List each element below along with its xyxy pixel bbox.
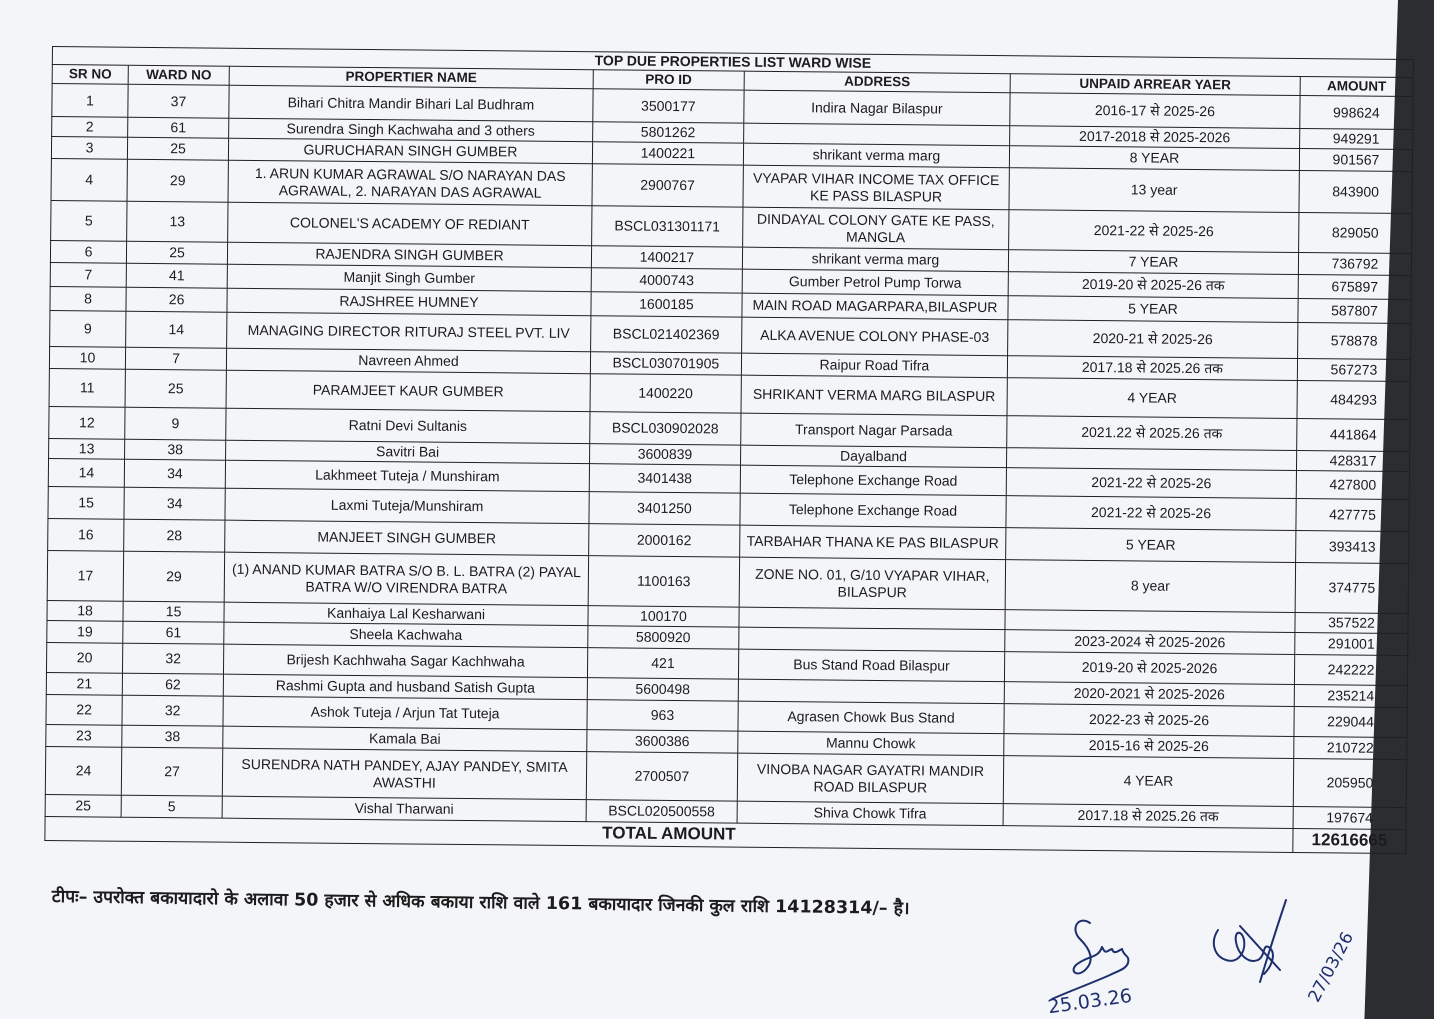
amount-cell: 210722 bbox=[1294, 736, 1407, 759]
address-cell: Gumber Petrol Pump Torwa bbox=[742, 269, 1008, 296]
name-cell: Kamala Bai bbox=[223, 726, 587, 751]
ward-no-cell: 41 bbox=[126, 263, 227, 288]
amount-cell: 197674 bbox=[1293, 806, 1406, 829]
unpaid-arrear-cell bbox=[1006, 448, 1296, 471]
amount-cell: 843900 bbox=[1299, 170, 1412, 213]
amount-cell: 901567 bbox=[1299, 148, 1412, 171]
sr-no-cell: 1 bbox=[52, 84, 128, 118]
sr-no-cell: 21 bbox=[46, 672, 122, 695]
due-properties-table bbox=[44, 46, 1414, 854]
address-cell: MAIN ROAD MAGARPARA,BILASPUR bbox=[742, 293, 1008, 320]
unpaid-arrear-cell: 2017.18 से 2025.26 तक bbox=[1007, 356, 1297, 381]
name-cell: Savitri Bai bbox=[226, 440, 590, 463]
unpaid-arrear-cell: 8 year bbox=[1005, 560, 1295, 613]
unpaid-arrear-cell: 2016-17 से 2025-26 bbox=[1010, 93, 1300, 129]
col-header-unpaid-arrear: UNPAID ARREAR YAER bbox=[1010, 74, 1300, 96]
sr-no-cell: 17 bbox=[47, 550, 124, 601]
unpaid-arrear-cell: 2015-16 से 2025-26 bbox=[1004, 734, 1294, 759]
pro-id-cell: 3500177 bbox=[593, 89, 744, 123]
sr-no-cell: 18 bbox=[47, 600, 123, 621]
name-cell: Kanhaiya Lal Kesharwani bbox=[224, 602, 588, 625]
unpaid-arrear-cell: 2021-22 से 2025-26 bbox=[1009, 210, 1299, 253]
signature-2 bbox=[1200, 890, 1358, 1010]
address-cell: Indira Nagar Bilaspur bbox=[744, 90, 1010, 126]
name-cell: Manjit Singh Gumber bbox=[227, 264, 591, 291]
pro-id-cell: 3401250 bbox=[589, 492, 740, 525]
sr-no-cell: 20 bbox=[46, 642, 122, 673]
address-cell: SHRIKANT VERMA MARG BILASPUR bbox=[741, 375, 1007, 416]
ward-no-cell: 13 bbox=[127, 201, 228, 242]
amount-cell: 736792 bbox=[1298, 252, 1411, 275]
pro-id-cell: 963 bbox=[587, 700, 738, 731]
sr-no-cell: 16 bbox=[48, 518, 124, 551]
name-cell: Sheela Kachwaha bbox=[224, 622, 588, 647]
name-cell: MANAGING DIRECTOR RITURAJ STEEL PVT. LIV bbox=[227, 312, 591, 351]
pro-id-cell: 2900767 bbox=[592, 164, 743, 207]
ward-no-cell: 62 bbox=[122, 673, 223, 696]
amount-cell: 205950 bbox=[1293, 758, 1406, 807]
address-cell: Raipur Road Tifra bbox=[741, 353, 1007, 378]
pro-id-cell: 1600185 bbox=[591, 292, 742, 317]
address-cell bbox=[743, 123, 1009, 146]
ward-no-cell: 34 bbox=[124, 487, 225, 520]
table-title: TOP DUE PROPERTIES LIST WARD WISE bbox=[52, 46, 1414, 77]
pro-id-cell: 100170 bbox=[588, 606, 739, 627]
pro-id-cell: 5801262 bbox=[593, 122, 744, 143]
hindi-note: टीपः– उपरोक्त बकायादारो के अलावा 50 हजार से अधिक बकाया राशि वाले 161 बकायादार जिनकी कुल राशि 14128314/– है। bbox=[51, 886, 910, 919]
unpaid-arrear-cell: 2020-2021 से 2025-2026 bbox=[1004, 682, 1294, 707]
sr-no-cell: 12 bbox=[49, 406, 125, 439]
unpaid-arrear-cell: 2022-23 से 2025-26 bbox=[1004, 704, 1294, 737]
amount-cell: 393413 bbox=[1296, 530, 1409, 563]
unpaid-arrear-cell: 2019-20 से 2025-26 तक bbox=[1008, 272, 1298, 299]
address-cell: Shiva Chowk Tifra bbox=[737, 801, 1003, 826]
name-cell: Laxmi Tuteja/Munshiram bbox=[225, 488, 589, 523]
sr-no-cell: 11 bbox=[49, 368, 125, 407]
ward-no-cell: 32 bbox=[122, 695, 223, 726]
unpaid-arrear-cell: 8 YEAR bbox=[1009, 146, 1299, 171]
pro-id-cell: 2700507 bbox=[586, 752, 737, 801]
ward-no-cell: 38 bbox=[125, 439, 226, 460]
col-header-address: ADDRESS bbox=[744, 71, 1010, 93]
name-cell: Vishal Tharwani bbox=[222, 796, 586, 821]
amount-cell: 428317 bbox=[1296, 450, 1409, 471]
amount-cell: 578878 bbox=[1298, 322, 1411, 359]
address-cell: shrikant verma marg bbox=[742, 247, 1008, 272]
ward-no-cell: 61 bbox=[123, 621, 224, 644]
name-cell: MANJEET SINGH GUMBER bbox=[225, 520, 589, 555]
unpaid-arrear-cell: 4 YEAR bbox=[1007, 378, 1297, 419]
name-cell: PARAMJEET KAUR GUMBER bbox=[226, 370, 590, 411]
ward-no-cell: 15 bbox=[123, 601, 224, 622]
unpaid-arrear-cell bbox=[1005, 610, 1295, 633]
address-cell: Agrasen Chowk Bus Stand bbox=[738, 701, 1004, 734]
ward-no-cell: 5 bbox=[121, 795, 222, 818]
address-cell: Mannu Chowk bbox=[738, 731, 1004, 756]
sr-no-cell: 13 bbox=[49, 438, 125, 459]
table-body bbox=[45, 84, 1413, 830]
sr-no-cell: 3 bbox=[51, 137, 127, 160]
unpaid-arrear-cell: 2021-22 से 2025-26 bbox=[1006, 496, 1296, 531]
name-cell: Ratni Devi Sultanis bbox=[226, 408, 590, 443]
address-cell: DINDAYAL COLONY GATE KE PASS, MANGLA bbox=[742, 207, 1008, 250]
pro-id-cell: BSCL020500558 bbox=[586, 800, 737, 823]
unpaid-arrear-cell: 2021.22 से 2025.26 तक bbox=[1007, 416, 1297, 451]
amount-cell: 567273 bbox=[1297, 358, 1410, 381]
address-cell: ALKA AVENUE COLONY PHASE-03 bbox=[741, 317, 1007, 356]
pro-id-cell: BSCL031301171 bbox=[592, 206, 743, 247]
name-cell: Navreen Ahmed bbox=[226, 348, 590, 373]
sr-no-cell: 25 bbox=[45, 794, 121, 817]
ward-no-cell: 27 bbox=[121, 747, 222, 796]
ward-no-cell: 7 bbox=[125, 347, 226, 370]
name-cell: Lakhmeet Tuteja / Munshiram bbox=[225, 460, 589, 491]
unpaid-arrear-cell: 2023-2024 से 2025-2026 bbox=[1005, 630, 1295, 655]
pro-id-cell: BSCL030701905 bbox=[590, 352, 741, 375]
ward-no-cell: 37 bbox=[128, 84, 229, 118]
unpaid-arrear-cell: 2020-21 से 2025-26 bbox=[1008, 320, 1298, 359]
amount-cell: 427800 bbox=[1296, 470, 1409, 499]
sr-no-cell: 2 bbox=[52, 117, 128, 138]
pro-id-cell: 1400221 bbox=[592, 142, 743, 165]
amount-cell: 374775 bbox=[1295, 562, 1408, 613]
amount-cell: 587807 bbox=[1298, 298, 1411, 323]
pro-id-cell: 3600386 bbox=[587, 730, 738, 753]
amount-cell: 675897 bbox=[1298, 274, 1411, 299]
ward-no-cell: 28 bbox=[124, 519, 225, 552]
address-cell: Telephone Exchange Road bbox=[740, 493, 1006, 528]
unpaid-arrear-cell: 2017.18 से 2025.26 तक bbox=[1003, 804, 1293, 829]
ward-no-cell: 29 bbox=[123, 551, 224, 602]
amount-cell: 949291 bbox=[1300, 128, 1413, 149]
ward-no-cell: 25 bbox=[126, 241, 227, 264]
amount-cell: 484293 bbox=[1297, 380, 1410, 419]
name-cell: (1) ANAND KUMAR BATRA S/O B. L. BATRA (2) PAYAL BATRA W/O VIRENDRA BATRA bbox=[224, 552, 588, 605]
document-sheet bbox=[44, 46, 1414, 854]
pro-id-cell: 1100163 bbox=[588, 556, 739, 607]
pro-id-cell: 1400220 bbox=[590, 374, 741, 413]
col-header-name: PROPERTIER NAME bbox=[229, 66, 593, 88]
name-cell: 1. ARUN KUMAR AGRAWAL S/O NARAYAN DAS AGRAWAL, 2. NARAYAN DAS AGRAWAL bbox=[228, 160, 592, 205]
sr-no-cell: 14 bbox=[48, 458, 124, 487]
unpaid-arrear-cell: 7 YEAR bbox=[1008, 250, 1298, 275]
amount-cell: 229044 bbox=[1294, 706, 1407, 737]
amount-cell: 829050 bbox=[1299, 212, 1412, 253]
ward-no-cell: 32 bbox=[123, 643, 224, 674]
address-cell: VYAPAR VIHAR INCOME TAX OFFICE KE PASS BILASPUR bbox=[743, 165, 1010, 210]
ward-no-cell: 38 bbox=[122, 725, 223, 748]
sr-no-cell: 6 bbox=[50, 240, 126, 263]
sr-no-cell: 10 bbox=[49, 346, 125, 369]
unpaid-arrear-cell: 4 YEAR bbox=[1003, 756, 1293, 807]
name-cell: RAJSHREE HUMNEY bbox=[227, 288, 591, 315]
address-cell: VINOBA NAGAR GAYATRI MANDIR ROAD BILASPUR bbox=[737, 753, 1004, 804]
col-header-ward-no: WARD NO bbox=[128, 65, 229, 85]
signature-1-date: 25.03.26 bbox=[1046, 984, 1134, 1019]
ward-no-cell: 25 bbox=[127, 137, 228, 160]
name-cell: SURENDRA NATH PANDEY, AJAY PANDEY, SMITA AWASTHI bbox=[222, 748, 586, 799]
sr-no-cell: 5 bbox=[51, 200, 127, 241]
unpaid-arrear-cell: 2019-20 से 2025-2026 bbox=[1004, 652, 1294, 685]
name-cell: Surendra Singh Kachwaha and 3 others bbox=[229, 118, 593, 141]
address-cell: TARBAHAR THANA KE PAS BILASPUR bbox=[740, 525, 1006, 560]
address-cell: shrikant verma marg bbox=[743, 143, 1009, 168]
address-cell: ZONE NO. 01, G/10 VYAPAR VIHAR, BILASPUR bbox=[739, 557, 1006, 610]
pro-id-cell: BSCL021402369 bbox=[590, 316, 741, 353]
sr-no-cell: 4 bbox=[51, 158, 127, 201]
address-cell: Bus Stand Road Bilaspur bbox=[738, 649, 1004, 682]
pro-id-cell: 5600498 bbox=[587, 678, 738, 701]
name-cell: GURUCHARAN SINGH GUMBER bbox=[228, 138, 592, 163]
unpaid-arrear-cell: 5 YEAR bbox=[1008, 296, 1298, 323]
ward-no-cell: 61 bbox=[128, 117, 229, 138]
sr-no-cell: 24 bbox=[45, 746, 121, 795]
amount-cell: 998624 bbox=[1300, 95, 1413, 129]
sr-no-cell: 22 bbox=[46, 694, 122, 725]
pro-id-cell: 421 bbox=[587, 648, 738, 679]
col-header-amount: AMOUNT bbox=[1300, 76, 1413, 96]
ward-no-cell: 26 bbox=[126, 287, 227, 312]
unpaid-arrear-cell: 2021-22 से 2025-26 bbox=[1006, 468, 1296, 499]
amount-cell: 357522 bbox=[1295, 612, 1408, 633]
signature-1 bbox=[1040, 905, 1190, 1019]
unpaid-arrear-cell: 2017-2018 से 2025-2026 bbox=[1010, 126, 1300, 149]
ward-no-cell: 29 bbox=[127, 159, 228, 202]
name-cell: Bihari Chitra Mandir Bihari Lal Budhram bbox=[229, 85, 593, 121]
unpaid-arrear-cell: 13 year bbox=[1009, 168, 1299, 213]
unpaid-arrear-cell: 5 YEAR bbox=[1006, 528, 1296, 563]
address-cell bbox=[738, 679, 1004, 704]
sr-no-cell: 23 bbox=[46, 724, 122, 747]
address-cell bbox=[739, 627, 1005, 652]
signature-2-date: 27/03/26 bbox=[1304, 928, 1358, 1006]
name-cell: RAJENDRA SINGH GUMBER bbox=[227, 242, 591, 267]
pro-id-cell: 3600839 bbox=[589, 444, 740, 465]
name-cell: Ashok Tuteja / Arjun Tat Tuteja bbox=[223, 696, 587, 729]
name-cell: Rashmi Gupta and husband Satish Gupta bbox=[223, 674, 587, 699]
ward-no-cell: 34 bbox=[124, 459, 225, 488]
pro-id-cell: 2000162 bbox=[589, 524, 740, 557]
amount-cell: 242222 bbox=[1294, 654, 1407, 685]
ward-no-cell: 9 bbox=[125, 407, 226, 440]
sr-no-cell: 15 bbox=[48, 486, 124, 519]
sr-no-cell: 8 bbox=[50, 286, 126, 311]
name-cell: COLONEL'S ACADEMY OF REDIANT bbox=[228, 202, 592, 245]
ward-no-cell: 14 bbox=[126, 311, 227, 348]
address-cell: Transport Nagar Parsada bbox=[741, 413, 1007, 448]
pro-id-cell: 5800920 bbox=[588, 626, 739, 649]
pro-id-cell: 3401438 bbox=[589, 464, 740, 493]
sr-no-cell: 7 bbox=[50, 262, 126, 287]
ward-no-cell: 25 bbox=[125, 369, 226, 408]
col-header-pro-id: PRO ID bbox=[593, 70, 744, 90]
total-label: TOTAL AMOUNT bbox=[45, 816, 1293, 852]
sr-no-cell: 19 bbox=[47, 620, 123, 643]
amount-cell: 235214 bbox=[1294, 684, 1407, 707]
pro-id-cell: 4000743 bbox=[591, 268, 742, 293]
sr-no-cell: 9 bbox=[50, 310, 126, 347]
total-amount: 12616665 bbox=[1293, 828, 1406, 853]
col-header-sr-no: SR NO bbox=[52, 65, 128, 85]
amount-cell: 441864 bbox=[1297, 418, 1410, 451]
address-cell: Telephone Exchange Road bbox=[740, 465, 1006, 496]
amount-cell: 291001 bbox=[1295, 632, 1408, 655]
pro-id-cell: BSCL030902028 bbox=[590, 412, 741, 445]
pro-id-cell: 1400217 bbox=[591, 246, 742, 269]
amount-cell: 427775 bbox=[1296, 498, 1409, 531]
address-cell bbox=[739, 607, 1005, 630]
name-cell: Brijesh Kachhwaha Sagar Kachhwaha bbox=[224, 644, 588, 677]
address-cell: Dayalband bbox=[740, 445, 1006, 468]
